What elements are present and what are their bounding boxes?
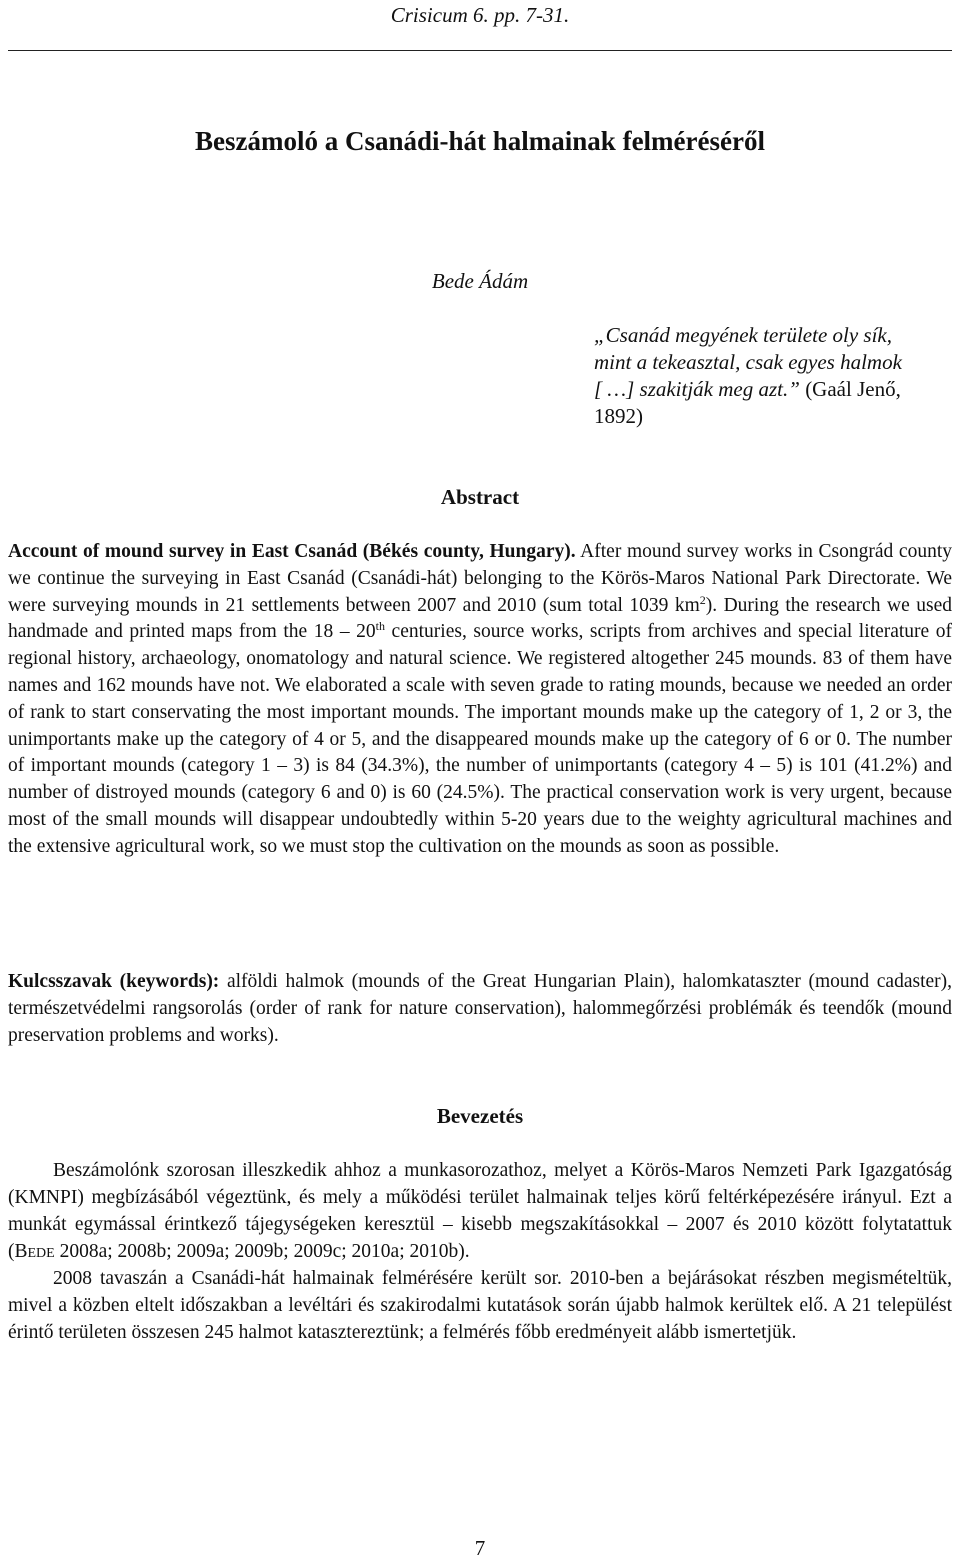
motto-line-3: [ …] szakitják meg azt.” (594, 377, 800, 401)
introduction-text-2: 2008a; 2008b; 2009a; 2009b; 2009c; 2010a; 2010b). (54, 1241, 470, 1262)
abstract-text-2: ). During the research we used handmade and printed maps from the 18 – 20 (8, 594, 952, 643)
introduction-body (8, 1157, 952, 1346)
motto-quote (594, 322, 954, 430)
abstract-paragraph (8, 539, 952, 861)
paper-page (8, 0, 952, 1560)
keywords-text: alföldi halmok (mounds of the Great Hungarian Plain), halomkataszter (mound cadaster), természetvédelmi rangsorolás (order of rank for nature conservation), halommegőrzési problémák és teendők (mound preservation problems and works). (8, 971, 953, 1046)
motto-attribution: (Gaál Jenő, (799, 377, 901, 401)
header-rule (8, 50, 952, 51)
superscript-2: 2 (699, 592, 706, 607)
superscript-th: th (375, 619, 385, 634)
motto-line-2: mint a tekeasztal, csak egyes halmok (594, 350, 902, 374)
introduction-text-1: Beszámolónk szorosan illeszkedik ahhoz a munkasorozathoz, melyet a Körös-Maros Nemzeti Park Igazgatóság (KMNPI) megbízásából végeztünk, és mely a működési terület halmainak teljes körű feltérképezésére irányul. Ezt a munkát egymással érintkező tájegységeken keresztül – kisebb megszakításokkal – 2007 és 2010 között folytatattuk ( (8, 1160, 952, 1262)
citation-author: Bede (14, 1241, 55, 1262)
abstract-title: Account of mound survey in East Csanád (Békés county, Hungary). (8, 541, 576, 562)
author-name: Bede Ádám (431, 269, 529, 293)
introduction-heading: Bevezetés (436, 1104, 524, 1128)
page-number: 7 (474, 1536, 486, 1560)
abstract-text-3: centuries, source works, scripts from archives and special literature of regional history, archaeology, onomatology and natural science. We registered altogether 245 mounds. 83 of them have names and 162 mounds have not. We elaborated a scale with seven grade to rating mounds, because we needed an order of rank to start conservating the most important mounds. The important mounds make up the category of 1, 2 or 3, the unimportants make up the category of 4 or 5, and the disappeared mounds make up the category of 6 or 0. The number of important mounds (category 1 – 3) is 84 (34.3%), the number of unimportants (category 4 – 5) is 101 (41.2%) and number of distroyed mounds (category 6 and 0) is 60 (24.5%). The practical conservation work is very urgent, because most of the small mounds will disappear undoubtedly within 5-20 years due to the weighty agricultural machines and the extensive agricultural work, so we must stop the cultivation on the mounds as soon as possible. (8, 621, 952, 857)
article-title: Beszámoló a Csanádi-hát halmainak felméréséről (195, 126, 765, 156)
keywords-label: Kulcsszavak (keywords): (8, 971, 220, 992)
introduction-paragraph-2: 2008 tavaszán a Csanádi-hát halmainak felmérésére került sor. 2010-ben a bejárásokat részben megismételtük, mivel a közben eltelt időszakban a levéltári és szakirodalmi kutatások során újabb halmok kerültek elő. A 21 települést érintő területen összesen 245 halmot katasztereztünk; a felmérés főbb eredményeit alább ismertetjük. (8, 1268, 952, 1343)
motto-line-1: „Csanád megyének területe oly sík, (594, 323, 892, 347)
introduction-paragraph-1 (8, 1157, 952, 1265)
keywords-paragraph (8, 968, 952, 1049)
abstract-text-1: After mound survey works in Csongrád county we continue the surveying in East Csanád (Csanádi-hát) belonging to the Körös-Maros National Park Directorate. We were surveying mounds in 21 settlements between 2007 and 2010 (sum total 1039 km (8, 541, 952, 616)
journal-reference: Crisicum 6. pp. 7-31. (390, 3, 570, 27)
abstract-heading: Abstract (440, 485, 520, 509)
motto-year: 1892) (594, 404, 643, 428)
